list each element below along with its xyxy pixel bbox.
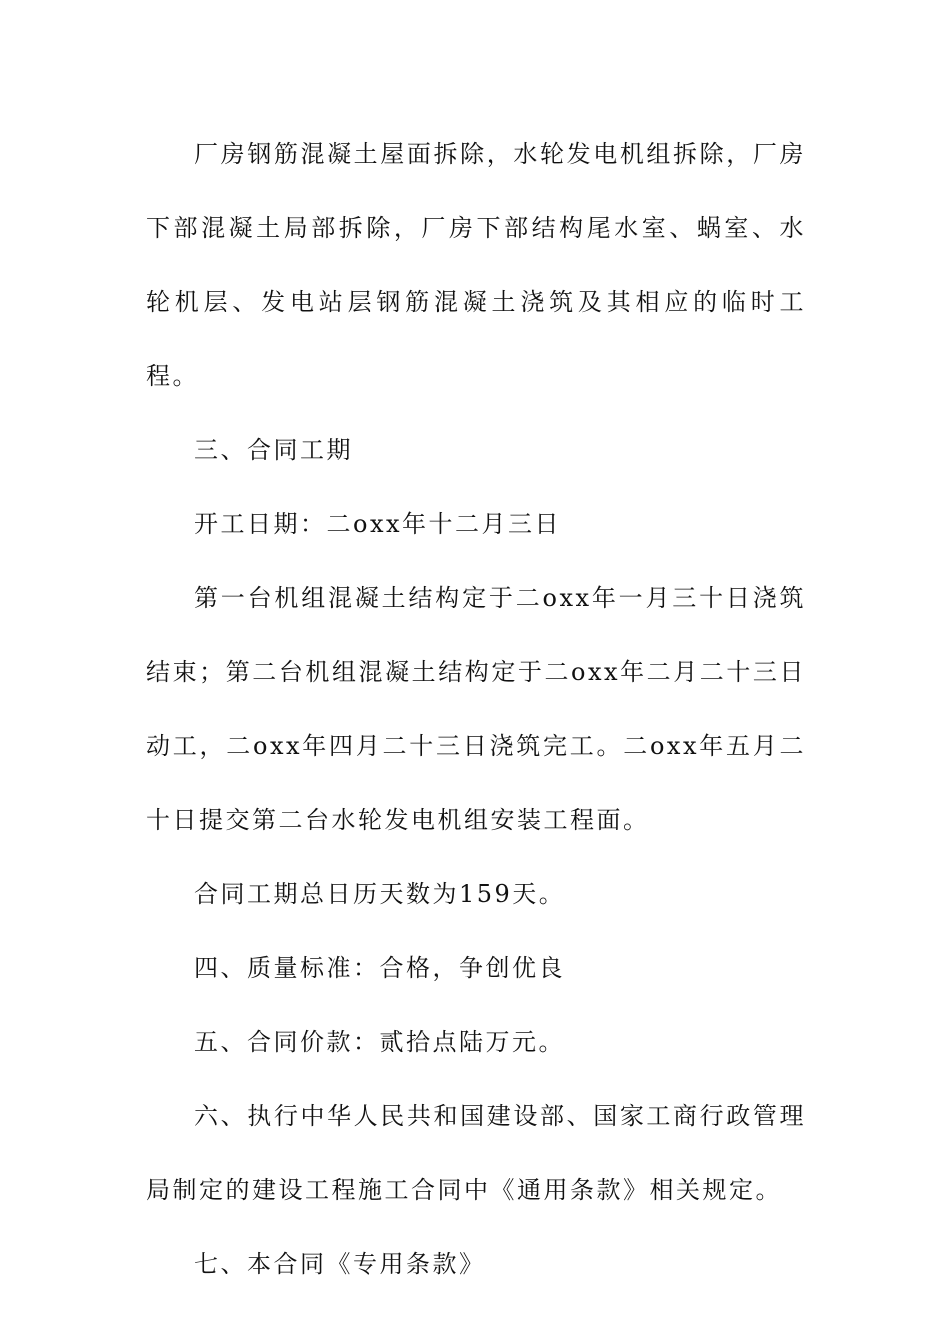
paragraph-start-date: 开工日期：二oxx年十二月三日 — [194, 510, 562, 538]
document-body — [146, 117, 806, 1301]
heading-contract-period: 三、合同工期 — [194, 436, 353, 464]
paragraph-scope-of-work: 厂房钢筋混凝土屋面拆除，水轮发电机组拆除，厂房下部混凝土局部拆除，厂房下部结构尾水室、蜗室、水轮机层、发电站层钢筋混凝土浇筑及其相应的临时工程。 — [146, 140, 806, 390]
heading-special-terms: 七、本合同《专用条款》 — [194, 1250, 486, 1278]
paragraph-general-terms: 六、执行中华人民共和国建设部、国家工商行政管理局制定的建设工程施工合同中《通用条款》相关规定。 — [146, 1102, 806, 1204]
paragraph-schedule: 第一台机组混凝土结构定于二oxx年一月三十日浇筑结束；第二台机组混凝土结构定于二oxx年二月二十三日动工，二oxx年四月二十三日浇筑完工。二oxx年五月二十日提交第二台水轮发电机组安装工程面。 — [146, 584, 806, 834]
paragraph-total-days: 合同工期总日历天数为159天。 — [194, 880, 566, 908]
heading-contract-price: 五、合同价款：贰拾点陆万元。 — [194, 1028, 565, 1056]
heading-quality-standard: 四、质量标准：合格，争创优良 — [194, 954, 565, 982]
